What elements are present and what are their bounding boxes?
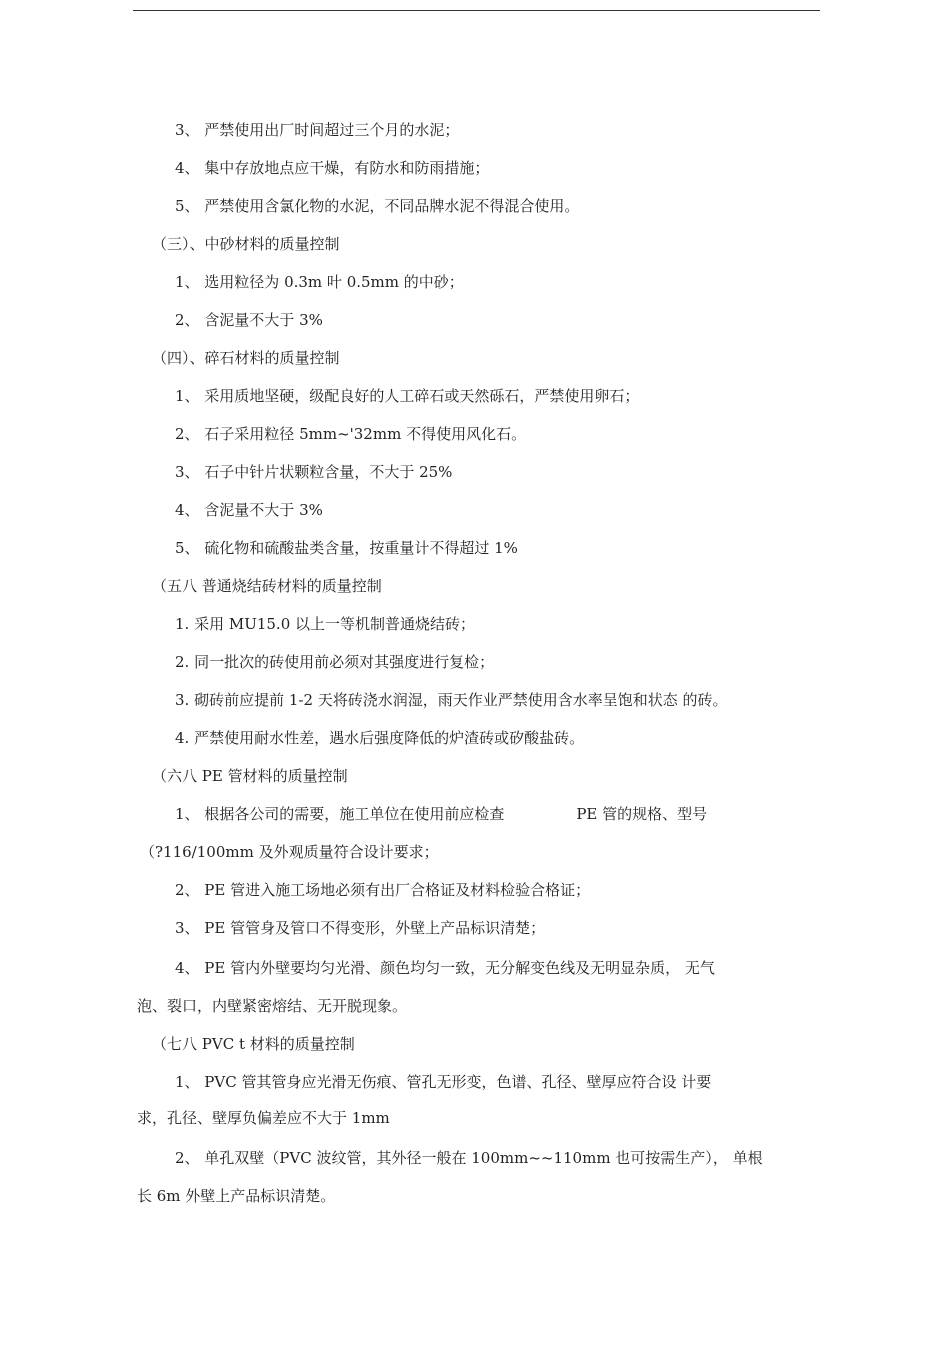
- text-line: 1. 采用 MU15.0 以上一等机制普通烧结砖；: [175, 615, 476, 633]
- text-line: 4、 含泥量不大于 3%: [175, 501, 323, 519]
- text-line: [175, 804, 707, 824]
- text-line: 5、 硫化物和硫酸盐类含量，按重量计不得超过 1%: [175, 539, 518, 557]
- text-line: 4、 PE 管内外壁要均匀光滑、颜色均匀一致，无分解变色线及无明显杂质， 无气: [175, 959, 715, 977]
- text-line: 3、 PE 管管身及管口不得变形，外壁上产品标识清楚；: [175, 919, 546, 937]
- header-rule: [133, 10, 820, 11]
- text-line: 2、 PE 管进入施工场地必须有出厂合格证及材料检验合格证；: [175, 881, 591, 899]
- text-line: 2. 同一批次的砖使用前必须对其强度进行复检；: [175, 653, 495, 671]
- text-line: 3. 砌砖前应提前 1-2 天将砖浇水润湿，雨天作业严禁使用含水率呈饱和状态 的砖。: [175, 691, 728, 709]
- text-line: 长 6m 外壁上产品标识清楚。: [137, 1187, 336, 1205]
- section-heading: （五八 普通烧结砖材料的质量控制: [152, 577, 382, 595]
- text-line: 1、 选用粒径为 0.3m 叶 0.5mm 的中砂；: [175, 273, 464, 291]
- text-line: 求，孔径、壁厚负偏差应不大于 1mm: [137, 1109, 390, 1127]
- section-heading: （三）、中砂材料的质量控制: [152, 235, 340, 253]
- text-line: 2、 石子采用粒径 5mm~'32mm 不得使用风化石。: [175, 425, 527, 443]
- text-line-right: PE 管的规格、型号: [576, 805, 708, 823]
- text-line: 1、 PVC 管其管身应光滑无伤痕、管孔无形变，色谱、孔径、壁厚应符合设 计要: [175, 1073, 712, 1091]
- section-heading: （六八 PE 管材料的质量控制: [152, 767, 348, 785]
- text-line: 3、 石子中针片状颗粒含量，不大于 25%: [175, 463, 453, 481]
- text-line: 1、 采用质地坚硬，级配良好的人工碎石或天然砾石，严禁使用卵石；: [175, 387, 640, 405]
- text-line: （?116/100mm 及外观质量符合设计要求；: [140, 843, 439, 861]
- section-heading: （四）、碎石材料的质量控制: [152, 349, 340, 367]
- text-line: 5、 严禁使用含氯化物的水泥，不同品牌水泥不得混合使用。: [175, 197, 580, 215]
- text-line: 4、 集中存放地点应干燥，有防水和防雨措施；: [175, 159, 490, 177]
- text-line: 2、 含泥量不大于 3%: [175, 311, 323, 329]
- text-line: 泡、裂口，内壁紧密熔结、无开脱现象。: [137, 997, 408, 1015]
- section-heading: （七八 PVC t 材料的质量控制: [152, 1035, 355, 1053]
- text-line: 2、 单孔双壁（PVC 波纹管，其外径一般在 100mm~~110mm 也可按需生产）， 单根: [175, 1149, 763, 1167]
- text-line: 3、 严禁使用出厂时间超过三个月的水泥；: [175, 121, 460, 139]
- text-line: 4. 严禁使用耐水性差，遇水后强度降低的炉渣砖或矽酸盐砖。: [175, 729, 585, 747]
- text-line-left: 1、 根据各公司的需要，施工单位在使用前应检查: [175, 805, 505, 823]
